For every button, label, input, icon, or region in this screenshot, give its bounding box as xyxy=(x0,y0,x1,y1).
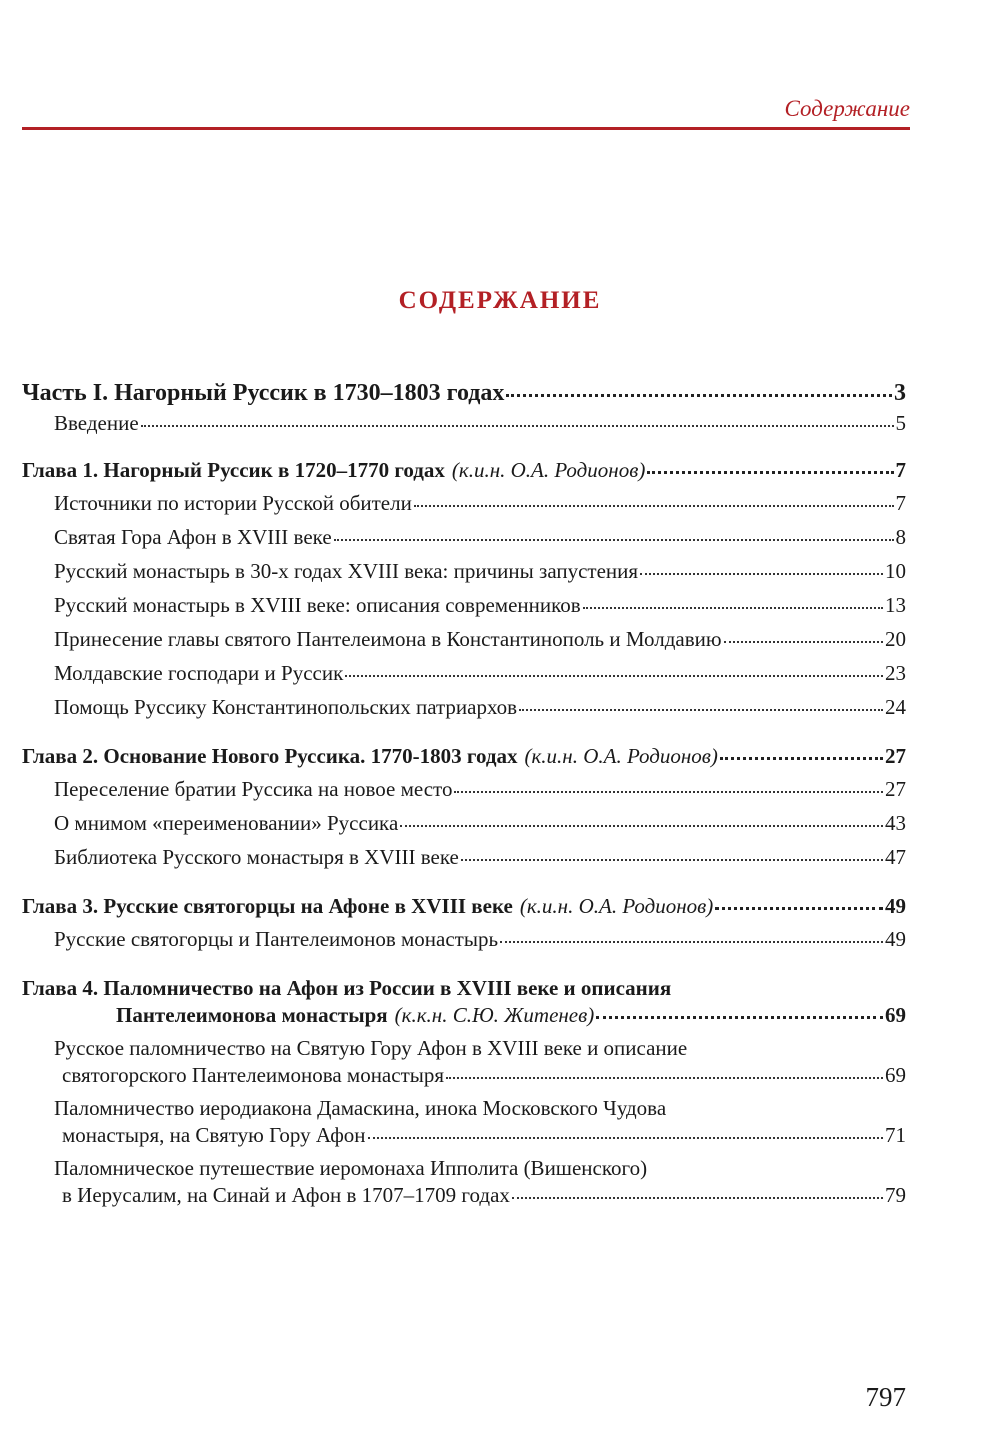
dot-leader xyxy=(454,791,883,793)
toc-chapter-2[interactable] xyxy=(22,744,906,769)
chapter-title-line-1: Глава 4. Паломничество на Афон из России в XVIII веке и описания xyxy=(22,976,672,1000)
header-rule xyxy=(22,127,910,130)
section-title-line-1: Паломничество иеродиакона Дамаскина, инока Московского Чудова xyxy=(54,1096,667,1120)
dot-leader xyxy=(596,1016,883,1019)
toc-chapter-1[interactable] xyxy=(22,458,906,483)
dot-leader xyxy=(715,907,883,910)
chapter-author: (к.и.н. О.А. Родионов) xyxy=(451,458,646,482)
section-title: Русский монастырь в 30-х годах XVIII века: причины запустения xyxy=(54,559,639,583)
section-title: Принесение главы святого Пантелеимона в Константинополь и Молдавию xyxy=(54,627,722,651)
dot-leader xyxy=(500,941,883,943)
section-title-line-2 xyxy=(22,1063,906,1088)
chapter-title-line-2 xyxy=(22,1003,906,1028)
dot-leader xyxy=(640,573,883,575)
toc-section[interactable] xyxy=(22,627,906,652)
section-title: Библиотека Русского монастыря в XVIII веке xyxy=(54,845,459,869)
chapter-author: (к.и.н. О.А. Родионов) xyxy=(524,744,718,768)
section-title: Переселение братии Руссика на новое место xyxy=(54,777,453,801)
toc-chapter-3[interactable] xyxy=(22,894,906,919)
section-title: Молдавские господари и Руссик xyxy=(54,661,344,685)
section-title: Русский монастырь в XVIII веке: описания современников xyxy=(54,593,581,617)
page-ref: 13 xyxy=(885,593,906,617)
page-ref: 23 xyxy=(885,661,906,685)
section-title-line-2 xyxy=(22,1123,906,1148)
dot-leader xyxy=(141,425,894,427)
section-title: Святая Гора Афон в XVIII веке xyxy=(54,525,332,549)
dot-leader xyxy=(368,1137,883,1139)
page-ref: 71 xyxy=(885,1123,906,1147)
page-ref: 69 xyxy=(885,1063,906,1087)
toc-section[interactable] xyxy=(22,927,906,952)
page-ref: 20 xyxy=(885,627,906,651)
toc-section[interactable] xyxy=(22,811,906,836)
section-title: Введение xyxy=(54,411,139,435)
toc-section[interactable] xyxy=(22,1096,906,1148)
toc-section[interactable] xyxy=(22,845,906,870)
dot-leader xyxy=(400,825,883,827)
toc-chapter-4[interactable] xyxy=(22,976,906,1028)
section-title-line-1: Паломническое путешествие иеромонаха Ипполита (Вишенского) xyxy=(54,1156,648,1180)
toc-intro[interactable] xyxy=(22,411,906,436)
toc-section[interactable] xyxy=(22,525,906,550)
dot-leader xyxy=(519,709,883,711)
chapter-author: (к.к.н. С.Ю. Житенев) xyxy=(394,1003,595,1027)
page-ref: 10 xyxy=(885,559,906,583)
chapter-title: Глава 3. Русские святогорцы на Афоне в XVIII веке xyxy=(22,894,513,918)
section-title-line-1: Русское паломничество на Святую Гору Афон в XVIII веке и описание xyxy=(54,1036,688,1060)
toc-part-1[interactable] xyxy=(22,380,906,407)
dot-leader xyxy=(583,607,883,609)
page-number: 797 xyxy=(865,1382,906,1412)
dot-leader xyxy=(345,675,883,677)
page-ref: 49 xyxy=(885,894,906,918)
page-ref: 3 xyxy=(894,380,906,406)
section-title: святогорского Пантелеимонова монастыря xyxy=(62,1063,445,1087)
chapter-title: Глава 2. Основание Нового Руссика. 1770-1803 годах xyxy=(22,744,518,768)
section-title: Русские святогорцы и Пантелеимонов монастырь xyxy=(54,927,499,951)
dot-leader xyxy=(512,1197,883,1199)
page-ref: 24 xyxy=(885,695,906,719)
toc-section[interactable] xyxy=(22,593,906,618)
dot-leader xyxy=(414,505,894,507)
chapter-title: Глава 1. Нагорный Руссик в 1720–1770 годах xyxy=(22,458,445,482)
toc-section[interactable] xyxy=(22,777,906,802)
dot-leader xyxy=(461,859,883,861)
page-ref: 27 xyxy=(885,777,906,801)
dot-leader xyxy=(724,641,883,643)
section-title: Помощь Руссику Константинопольских патриархов xyxy=(54,695,518,719)
section-title-line-2 xyxy=(22,1183,906,1208)
toc-section[interactable] xyxy=(22,491,906,516)
page-ref: 7 xyxy=(895,491,906,515)
section-title: Источники по истории Русской обители xyxy=(54,491,412,515)
page-ref: 43 xyxy=(885,811,906,835)
chapter-author: (к.и.н. О.А. Родионов) xyxy=(519,894,714,918)
toc-section[interactable] xyxy=(22,559,906,584)
table-of-contents xyxy=(22,380,906,1208)
page-ref: 8 xyxy=(895,525,906,549)
page-ref: 7 xyxy=(895,458,906,482)
page-ref: 47 xyxy=(885,845,906,869)
running-head: Содержание xyxy=(784,96,910,121)
chapter-title: Пантелеимонова монастыря xyxy=(116,1003,388,1027)
part-title: Часть I. Нагорный Русcик в 1730–1803 годах xyxy=(22,380,505,406)
page-ref: 69 xyxy=(885,1003,906,1027)
page-ref: 49 xyxy=(885,927,906,951)
dot-leader xyxy=(647,471,893,474)
page-ref: 27 xyxy=(885,744,906,768)
toc-section[interactable] xyxy=(22,661,906,686)
section-title: в Иерусалим, на Синай и Афон в 1707–1709 годах xyxy=(62,1183,510,1207)
page-ref: 79 xyxy=(885,1183,906,1207)
toc-section[interactable] xyxy=(22,1036,906,1088)
toc-section[interactable] xyxy=(22,1156,906,1208)
section-title: монастыря, на Святую Гору Афон xyxy=(62,1123,366,1147)
toc-section[interactable] xyxy=(22,695,906,720)
dot-leader xyxy=(334,539,894,541)
dot-leader xyxy=(506,394,892,397)
page-ref: 5 xyxy=(895,411,906,435)
dot-leader xyxy=(720,757,883,760)
dot-leader xyxy=(446,1077,883,1079)
section-title: О мнимом «переименовании» Руссика xyxy=(54,811,399,835)
page-title: СОДЕРЖАНИЕ xyxy=(398,287,602,314)
